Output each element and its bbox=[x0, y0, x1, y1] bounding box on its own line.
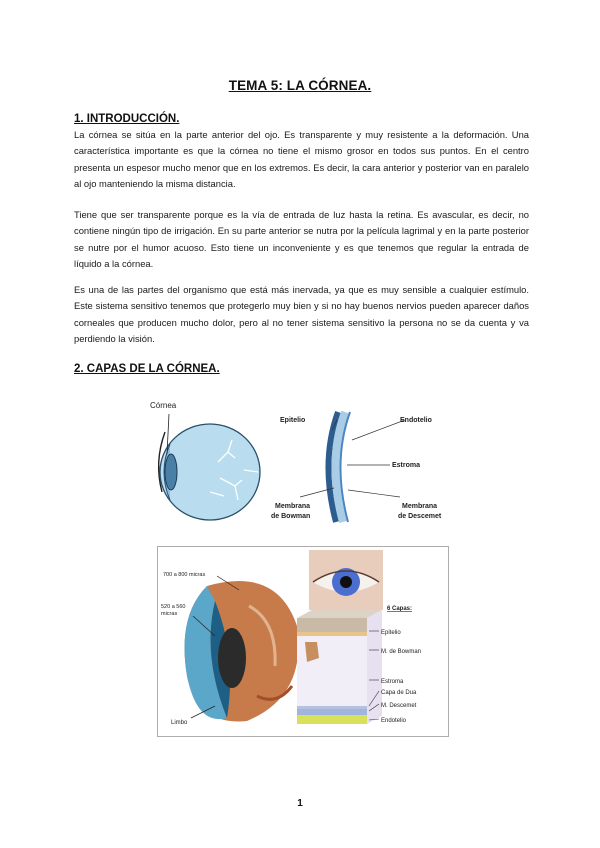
label-epitelio: Epitelio bbox=[280, 417, 306, 424]
section-heading-introduccion: 1. INTRODUCCIÓN. bbox=[74, 113, 180, 125]
blue-eye-photo bbox=[309, 550, 383, 610]
corneal-layers-block bbox=[297, 610, 382, 724]
label-limbo: Limbo bbox=[171, 720, 188, 726]
paragraph-1: La córnea se sitúa en la parte anterior del ojo. Es transparente y muy resistente a la deformación. Una característica importante es que la córnea no tiene el mismo grosor en todos sus puntos. En el centro presenta un espesor mucho menor que en los extremos. Es decir, la cara anterior y posterior van en paralelo al ojo manteniendo la misma distancia. bbox=[74, 129, 529, 189]
layer-label-dua: Capa de Dua bbox=[381, 690, 417, 696]
layer-label-estroma: Estroma bbox=[381, 679, 404, 685]
section-heading-capas: 2. CAPAS DE LA CÓRNEA. bbox=[74, 363, 220, 375]
page-title: TEMA 5: LA CÓRNEA. bbox=[228, 78, 372, 93]
label-bowman-1: Membrana bbox=[275, 503, 311, 510]
paragraph-3: Es una de las partes del organismo que está más inervada, ya que es muy sensible a cualquier estímulo. Este sistema sensitivo tenemos que protegerlo muy bien y si no hay buenos nervios pueden aparecer daños corneales que producen mucho dolor, pero al no tener sistema sensitivo la persona no se da cuenta y va perdiendo la visión. bbox=[74, 284, 529, 344]
page-number: 1 bbox=[297, 798, 303, 809]
label-6-capas: 6 Capas: bbox=[387, 606, 413, 612]
label-bowman-2: de Bowman bbox=[271, 513, 311, 520]
eye-illustration bbox=[159, 414, 260, 520]
label-descemet-2: de Descemet bbox=[398, 513, 442, 520]
layer-label-descemet: M. Descemet bbox=[381, 703, 417, 709]
label-estroma: Estroma bbox=[392, 462, 421, 469]
layer-label-bowman: M. de Bowman bbox=[381, 649, 422, 655]
cornea-cross-section bbox=[300, 412, 405, 522]
layer-label-epitelio: Epitelio bbox=[381, 630, 401, 636]
label-thickness-center-2: micras bbox=[161, 611, 178, 617]
label-endotelio: Endotelio bbox=[400, 417, 432, 424]
cornea-layers-figure bbox=[140, 392, 470, 527]
layer-label-endotelio: Endotelio bbox=[381, 718, 407, 724]
label-thickness-edge: 700 a 800 micras bbox=[163, 572, 206, 578]
cornea-anatomy-figure bbox=[157, 546, 449, 737]
paragraph-2: Tiene que ser transparente porque es la vía de entrada de luz hasta la retina. Es avascular, es decir, no contiene ningún tipo de irrigación. En su parte anterior se nutra por la película lagrimal y en la parte posterior se nutre por el humor acuoso. Esto tiene un inconveniente y es que tenemos que regular la entrada de líquido a la córnea. bbox=[74, 209, 529, 269]
label-thickness-center-1: 520 a 560 bbox=[161, 604, 186, 610]
label-descemet-1: Membrana bbox=[402, 503, 438, 510]
eye-label-cornea: Córnea bbox=[150, 401, 177, 410]
